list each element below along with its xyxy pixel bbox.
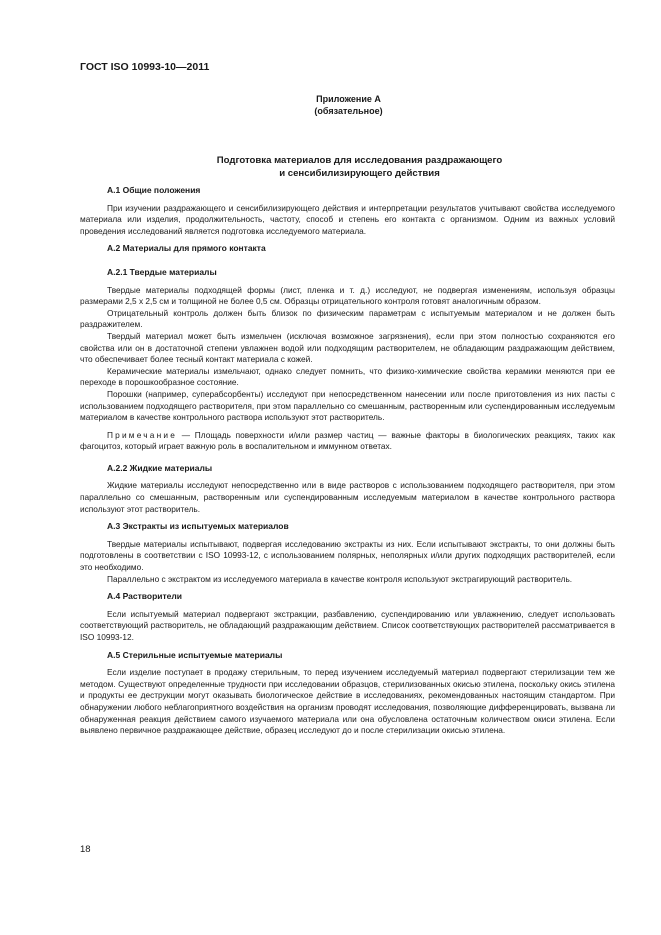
section-heading-a5: А.5 Стерильные испытуемые материалы bbox=[107, 649, 283, 660]
section-heading-a1: А.1 Общие положения bbox=[107, 185, 201, 195]
note-label: Примечание bbox=[107, 429, 178, 440]
paragraph: Порошки (например, суперабсорбенты) исследуют при непосредственном нанесении или после приготовления из них пасты с использованием подходящего растворителя, при этом параллельно со смешанным, растворенным или суспендированным исследуемым материалом в качестве контрольного раствора используют этот растворитель. bbox=[80, 388, 615, 423]
section-heading-a21: А.2.1 Твердые материалы bbox=[107, 266, 217, 277]
standard-code: ГОСТ ISO 10993-10—2011 bbox=[80, 61, 210, 73]
document-title-line1: Подготовка материалов для исследования раздражающего bbox=[216, 155, 503, 166]
paragraph: Если изделие поступает в продажу стерильным, то перед изучением исследуемый материал подвергают стерилизации тем же методом. Существуют определенные трудности при исследовании образцов, стерилизованных окисью этилена, поскольку окись этилена и продукты ее деструкции могут оказывать биологическое действие в исследованиях, рекомендованных настоящим стандартом. При обнаружении любого неблагоприятного воздействия на организм проводят исследования, позволяющие дифференцировать, вызвана ли обнаруженная реакция действием самого изучаемого материала или она обусловлена остаточным количеством окиси этилена. Если выявлено первичное раздражающее действие, образец исследуют до и после стерилизации окисью этилена. bbox=[80, 667, 615, 736]
annex-status: (обязательное) bbox=[314, 106, 383, 116]
note bbox=[80, 430, 615, 453]
document-body bbox=[80, 185, 615, 737]
paragraph: Твердые материалы испытывают, подвергая исследованию экстракты из них. Если испытывают экстракты, то они должны быть подготовлены в соответствии с ISO 10993-12, с использованием полярных, неполярных и/или других подходящих растворителей, если это необходимо. bbox=[80, 538, 615, 573]
paragraph: Керамические материалы измельчают, однако следует помнить, что физико-химические свойства керамики меняются при ее переходе в порошкообразное состояние. bbox=[80, 365, 615, 388]
annex-title: Приложение А bbox=[316, 94, 381, 104]
section-heading-a3: А.3 Экстракты из испытуемых материалов bbox=[107, 521, 289, 532]
section-heading-a2: А.2 Материалы для прямого контакта bbox=[107, 243, 266, 254]
document-title-line2: и сенсибилизирующего действия bbox=[279, 168, 440, 179]
paragraph: При изучении раздражающего и сенсибилизирующего действия и интерпретации результатов учитывают свойства исследуемого материала или изделия, продолжительность, частоту, способ и степень его контакта с организмом. Одним из важных условий проведения исследований является подготовка исследуемого материала. bbox=[80, 202, 615, 236]
page-number: 18 bbox=[80, 844, 91, 855]
paragraph: Если испытуемый материал подвергают экстракции, разбавлению, суспендированию или увлажнению, следует использовать соответствующий растворитель, не обладающий раздражающим действием. Список соответствующих растворителей рассматривается в ISO 10993-12. bbox=[80, 608, 615, 642]
paragraph: Отрицательный контроль должен быть близок по физическим параметрам с испытуемым материалом и не должен быть раздражителем. bbox=[80, 307, 615, 330]
note-text: — Площадь поверхности и/или размер частиц — важные факторы в биологических реакциях, таких как фагоцитоз, который играет важную роль в воспалительном и иммунном ответах. bbox=[80, 429, 615, 452]
document-title bbox=[80, 154, 615, 180]
section-heading-a4: А.4 Растворители bbox=[107, 591, 183, 602]
paragraph: Параллельно с экстрактом из исследуемого материала в качестве контроля используют экстрагирующий растворитель. bbox=[107, 573, 573, 584]
paragraph: Твердый материал может быть измельчен (исключая возможное загрязнения), если при этом полностью сохраняются его свойства или он в достаточной степени увлажнен водой или подходящим растворителем, не обладающим раздражающим действием, что обеспечивает более тесный контакт материала с кожей. bbox=[80, 330, 615, 365]
annex-header bbox=[0, 93, 661, 117]
paragraph: Жидкие материалы исследуют непосредственно или в виде растворов с использованием подходящего растворителя, при этом параллельно со смешанным, растворенным или суспендированным исследуемым материалом в качестве контрольного раствора используют этот растворитель. bbox=[80, 480, 615, 514]
section-heading-a22: А.2.2 Жидкие материалы bbox=[107, 462, 213, 473]
paragraph: Твердые материалы подходящей формы (лист, пленка и т. д.) исследуют, не подвергая изменениям, используя образцы размерами 2,5 x 2,5 см и толщиной не более 0,5 см. Образцы отрицательного контроля готовят аналогичным образом. bbox=[80, 284, 615, 307]
